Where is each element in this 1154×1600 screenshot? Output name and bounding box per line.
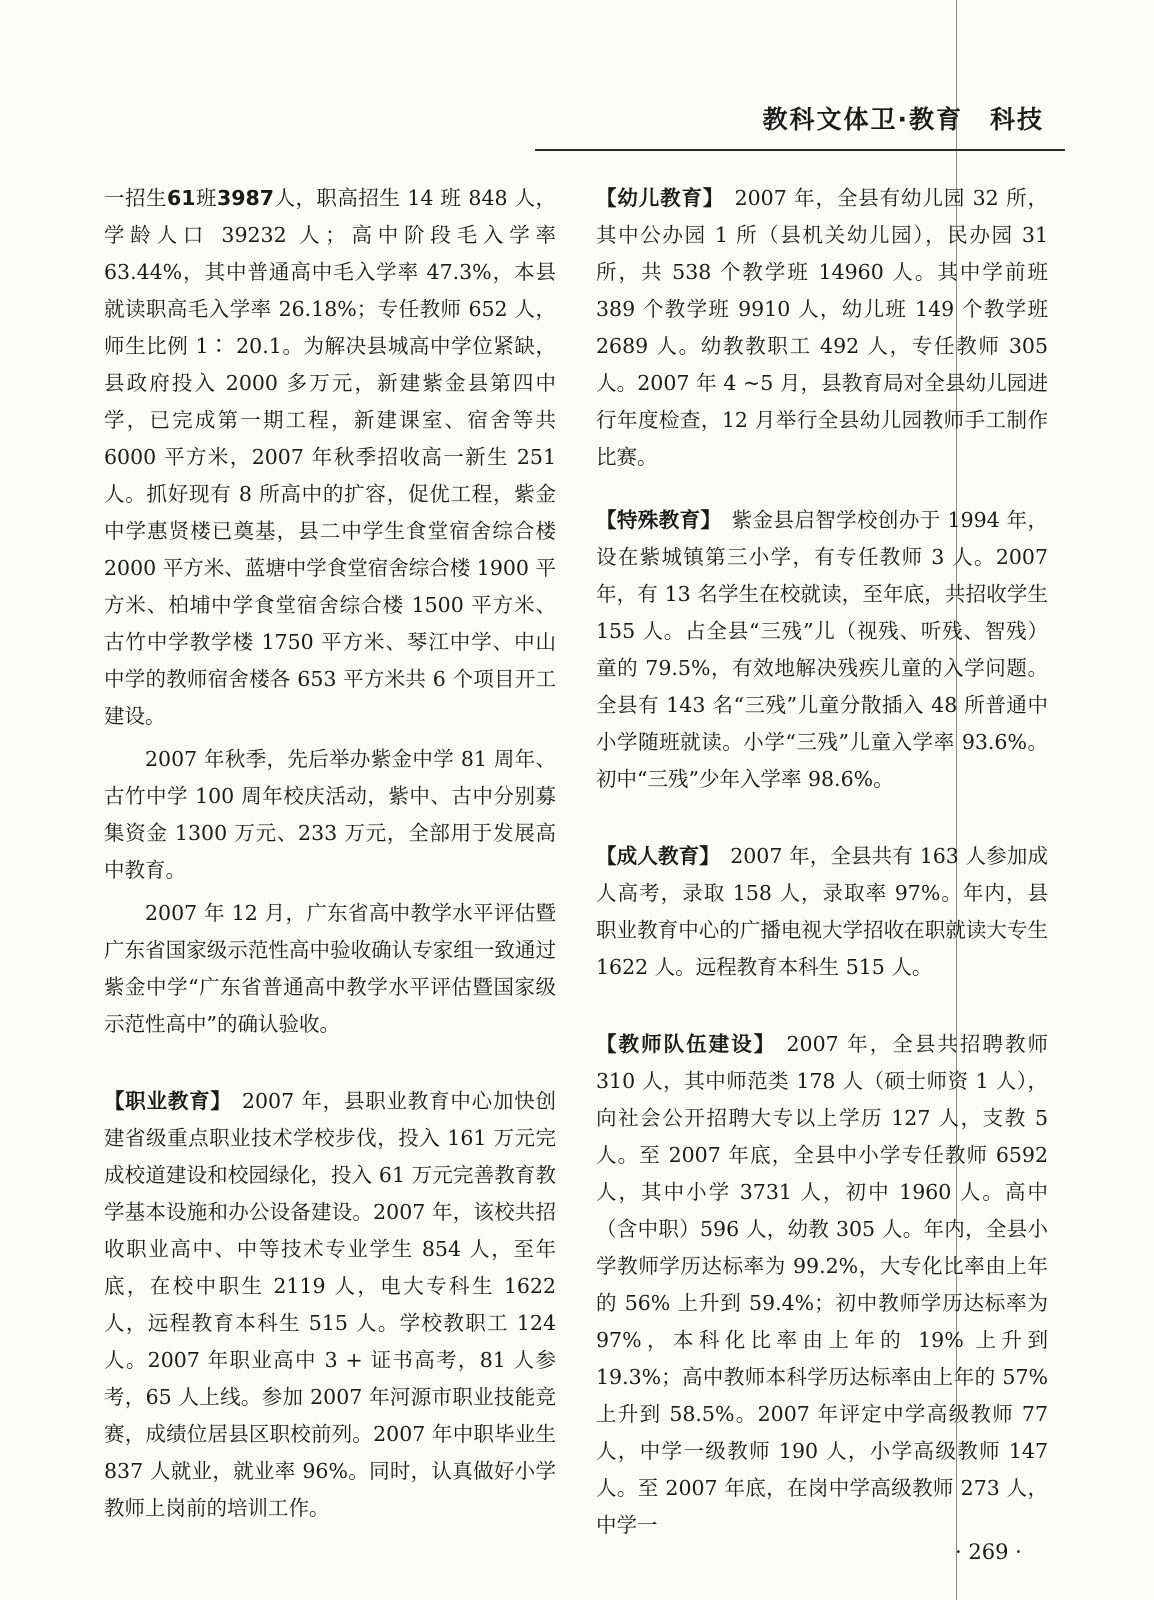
bold-number: 61: [166, 186, 196, 210]
section-special-education: [596, 502, 1048, 798]
section-title: 【成人教育】: [596, 844, 720, 868]
section-body: 2007 年，全县有幼儿园 32 所，其中公办园 1 所（县机关幼儿园），民办园 31 所，共 538 个教学班 14960 人。其中学前班 389 个教学班 9910 人，幼儿班 149 个教学班 2689 人。幼教教职工 492 人，专任教师 305 人。2007 年 4 ~5 月，县教育局对全县幼儿园进行年度检查，12 月举行全县幼儿园教师手工制作比赛。: [596, 186, 1048, 469]
text-run: 一招生: [104, 186, 167, 210]
paragraph-anniversary: 2007 年秋季，先后举办紫金中学 81 周年、古竹中学 100 周年校庆活动，紫中、古中分别募集资金 1300 万元、233 万元，全部用于发展高中教育。: [104, 747, 556, 882]
section-title: 【特殊教育】: [596, 508, 722, 532]
section-title: 【幼儿教育】: [596, 186, 725, 210]
page-number: · 269 ·: [955, 1540, 1022, 1564]
paragraph-high-school-enrollment: [104, 180, 556, 735]
paragraph-evaluation: 2007 年 12 月，广东省高中教学水平评估暨广东省国家级示范性高中验收确认专家组一致通过紫金中学“广东省普通高中教学水平评估暨国家级示范性高中”的确认验收。: [104, 901, 556, 1036]
section-adult-education: [596, 838, 1048, 986]
right-column: [596, 180, 1048, 1544]
section-body: 2007 年，全县共招聘教师 310 人，其中师范类 178 人（硕士师资 1 人），向社会公开招聘大专以上学历 127 人，支教 5 人。至 2007 年底，全县中小学专任教师 6592 人，其中小学 3731 人，初中 1960 人。高中（含中职）596 人，幼教 305 人。年内，全县小学教师学历达标率为 99.2%，大专化比率由上年的 56% 上升到 59.4%；初中教师学历达标率为 97%，本科化比率由上年的 19% 上升到 19.3%；高中教师本科学历达标率由上年的 57% 上升到 58.5%。2007 年评定中学高级教师 77 人，中学一级教师 190 人，小学高级教师 147 人。至 2007 年底，在岗中学高级教师 273 人，中学一: [596, 1032, 1049, 1537]
header-rule: [535, 149, 1065, 151]
section-title: 【教师队伍建设】: [596, 1032, 777, 1056]
text-run: 班: [195, 186, 217, 210]
section-body: 紫金县启智学校创办于 1994 年，设在紫城镇第三小学，有专任教师 3 人。2007 年，有 13 名学生在校就读，至年底，共招收学生 155 人。占全县“三残”儿（视残、听残、智残）童的 79.5%，有效地解决残疾儿童的入学问题。全县有 143 名“三残”儿童分散插入 48 所普通中小学随班就读。小学“三残”儿童入学率 93.6%。初中“三残”少年入学率 98.6%。: [596, 508, 1049, 791]
text-run: 人，职高招生 14 班 848 人，学龄人口 39232 人；高中阶段毛入学率 63.44%，其中普通高中毛入学率 47.3%，本县就读职高毛入学率 26.18%；专任教师 652 人，师生比例 1∶ 20.1。为解决县城高中学位紧缺，县政府投入 2000 多万元，新建紫金县第四中学，已完成第一期工程，新建课室、宿舍等共 6000 平方米，2007 年秋季招收高一新生 251 人。抓好现有 8 所高中的扩容，促优工程，紫金中学惠贤楼已奠基，县二中学生食堂宿舍综合楼 2000 平方米、蓝塘中学食堂宿舍综合楼 1900 平方米、柏埔中学食堂宿舍综合楼 1500 平方米、古竹中学教学楼 1750 平方米、琴江中学、中山中学的教师宿舍楼各 653 平方米共 6 个项目开工建设。: [104, 186, 557, 728]
running-header: 教科文体卫·教育 科技: [762, 105, 1044, 134]
left-column: [104, 180, 556, 1527]
section-body: 2007 年，全县共有 163 人参加成人高考，录取 158 人，录取率 97%。年内，县职业教育中心的广播电视大学招收在职就读大专生 1622 人。远程教育本科生 515 人。: [596, 844, 1048, 979]
section-vocational-education: [104, 1083, 556, 1527]
bold-number: 3987: [216, 186, 274, 210]
section-teacher-team: [596, 1026, 1048, 1544]
section-body: 2007 年，县职业教育中心加快创建省级重点职业技术学校步伐，投入 161 万元完成校道建设和校园绿化，投入 61 万元完善教育教学基本设施和办公设备建设。2007 年，该校共招收职业高中、中等技术专业学生 854 人，至年底，在校中职生 2119 人，电大专科生 1622 人，远程教育本科生 515 人。学校教职工 124 人。2007 年职业高中 3 + 证书高考，81 人参考，65 人上线。参加 2007 年河源市职业技能竞赛，成绩位居县区职校前列。2007 年中职毕业生 837 人就业，就业率 96%。同时，认真做好小学教师上岗前的培训工作。: [104, 1089, 556, 1520]
section-preschool-education: [596, 180, 1048, 476]
section-title: 【职业教育】: [104, 1089, 232, 1113]
